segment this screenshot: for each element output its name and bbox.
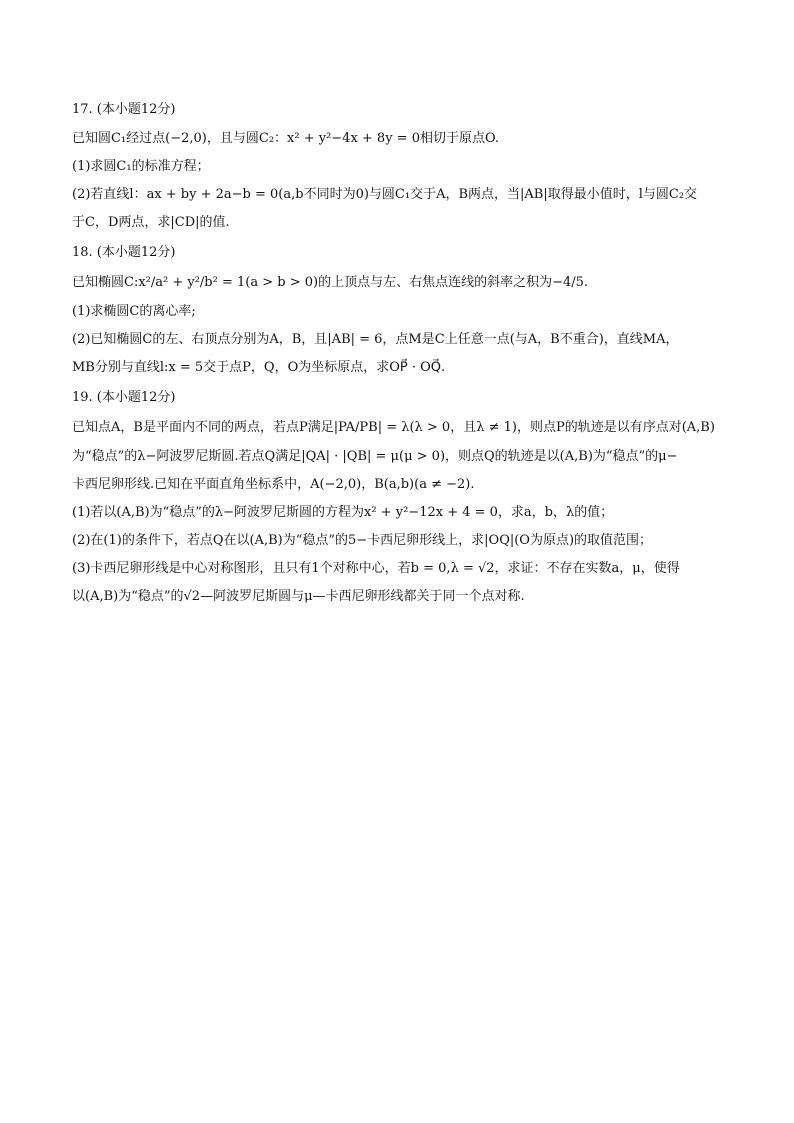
q17-stem: 已知圆C₁经过点(−2,0)，且与圆C₂：x² + y²−4x + 8y = 0相切于原点O. [72,131,500,146]
q19-part3-line2: 以(A,B)为“稳点”的√2—阿波罗尼斯圆与μ—卡西尼卵形线都关于同一个点对称. [72,589,525,604]
q18-part1: (1)求椭圆C的离心率; [72,304,196,319]
q17-part2-line1: (2)若直线l：ax + by + 2a−b = 0(a,b不同时为0)与圆C₁交于A，B两点，当|AB|取得最小值时，l与圆C₂交 [72,187,698,202]
q19-header: 19. (本小题12分) [72,390,176,405]
q18-part2-line2: MB分别与直线l:x = 5交于点P，Q，O为坐标原点，求OP⃗ · OQ⃗. [72,360,446,375]
q18-stem: 已知椭圆C:x²/a² + y²/b² = 1(a > b > 0)的上顶点与左、右焦点连线的斜率之积为−4/5. [72,275,589,290]
q17-header: 17. (本小题12分) [72,102,176,117]
q19-stem-line1: 已知点A，B是平面内不同的两点，若点P满足|PA/PB| = λ(λ > 0，且λ ≠ 1)，则点P的轨迹是以有序点对(A,B) [72,420,715,435]
q17-part1: (1)求圆C₁的标准方程； [72,159,210,174]
q19-stem-line2: 为“稳点”的λ−阿波罗尼斯圆.若点Q满足|QA| · |QB| = μ(μ > 0)，则点Q的轨迹是以(A,B)为“稳点”的μ− [72,449,678,464]
exam-page [72,100,722,615]
q18-header: 18. (本小题12分) [72,245,176,260]
q17-part2-line2: 于C，D两点，求|CD|的值. [72,215,230,230]
q19-part1: (1)若以(A,B)为“稳点”的λ−阿波罗尼斯圆的方程为x² + y²−12x + 4 = 0，求a，b，λ的值； [72,505,614,520]
q19-part2: (2)在(1)的条件下，若点Q在以(A,B)为“稳点”的5−卡西尼卵形线上，求|OQ|(O为原点)的取值范围； [72,533,653,548]
q19-stem-line3: 卡西尼卵形线.已知在平面直角坐标系中，A(−2,0)，B(a,b)(a ≠ −2). [72,477,475,492]
q18-part2-line1: (2)已知椭圆C的左、右顶点分别为A，B，且|AB| = 6，点M是C上任意一点(与A，B不重合)，直线MA， [72,332,679,347]
q19-part3-line1: (3)卡西尼卵形线是中心对称图形，且只有1个对称中心，若b = 0,λ = √2，求证：不存在实数a，μ，使得 [72,561,680,576]
